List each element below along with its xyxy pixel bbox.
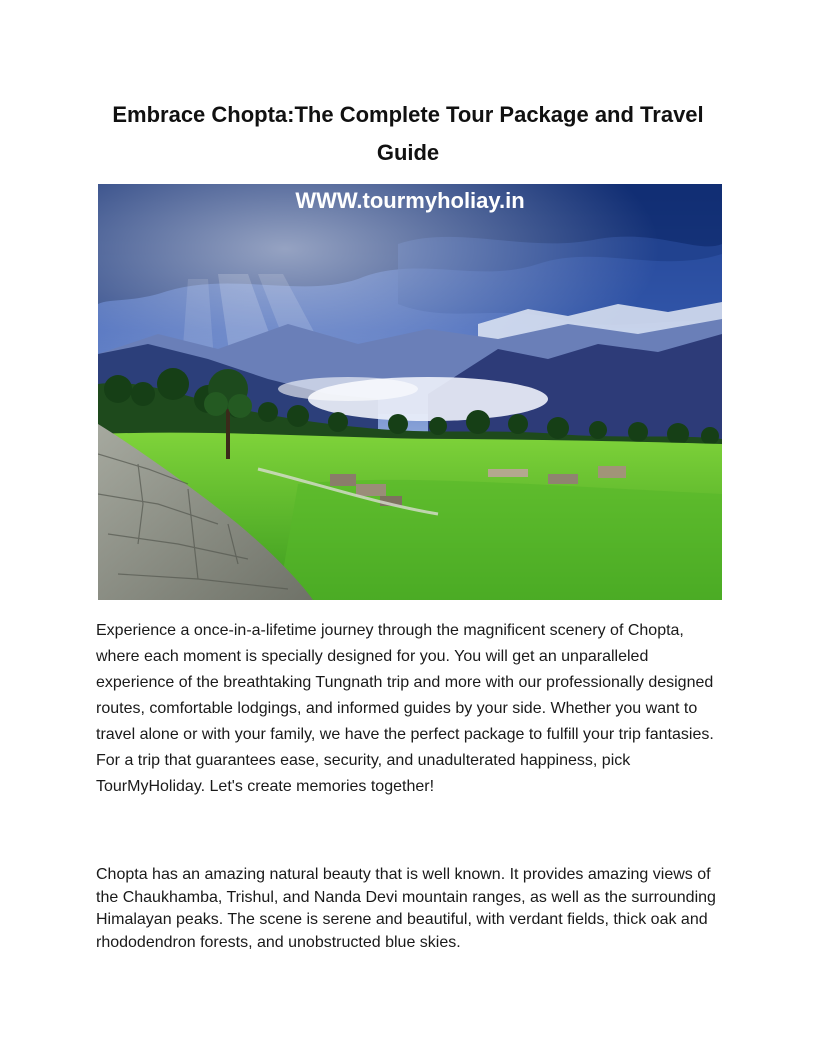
document-title: Embrace Chopta:The Complete Tour Package and Travel Guide xyxy=(112,102,704,165)
landscape-photo xyxy=(98,184,722,600)
valley-mist xyxy=(278,377,418,401)
intro-paragraph: Experience a once-in-a-lifetime journey through the magnificent scenery of Chopta, where each moment is specially designed for you. You will get an unparalleled experience of the breathtaking Tungnath trip and more with our professionally designed routes, comfortable lodgings, and informed guides by your side. Whether you want to travel alone or with your family, we have the perfect package to fulfill your trip fantasies. For a trip that guarantees ease, security, and unadulterated happiness, pick TourMyHoliday. Let's create memories together! xyxy=(96,622,714,795)
watermark-text: WWW.tourmyholiay.in xyxy=(295,188,525,213)
hero-image xyxy=(98,184,722,600)
body-paragraph: Chopta has an amazing natural beauty that is well known. It provides amazing views of the Chaukhamba, Trishul, and Nanda Devi mountain ranges, as well as the surrounding Himalayan peaks. The scene is serene and beautiful, with verdant fields, thick oak and rhododendron forests, and unobstructed blue skies. xyxy=(96,866,716,951)
meadow-shade xyxy=(278,480,722,600)
